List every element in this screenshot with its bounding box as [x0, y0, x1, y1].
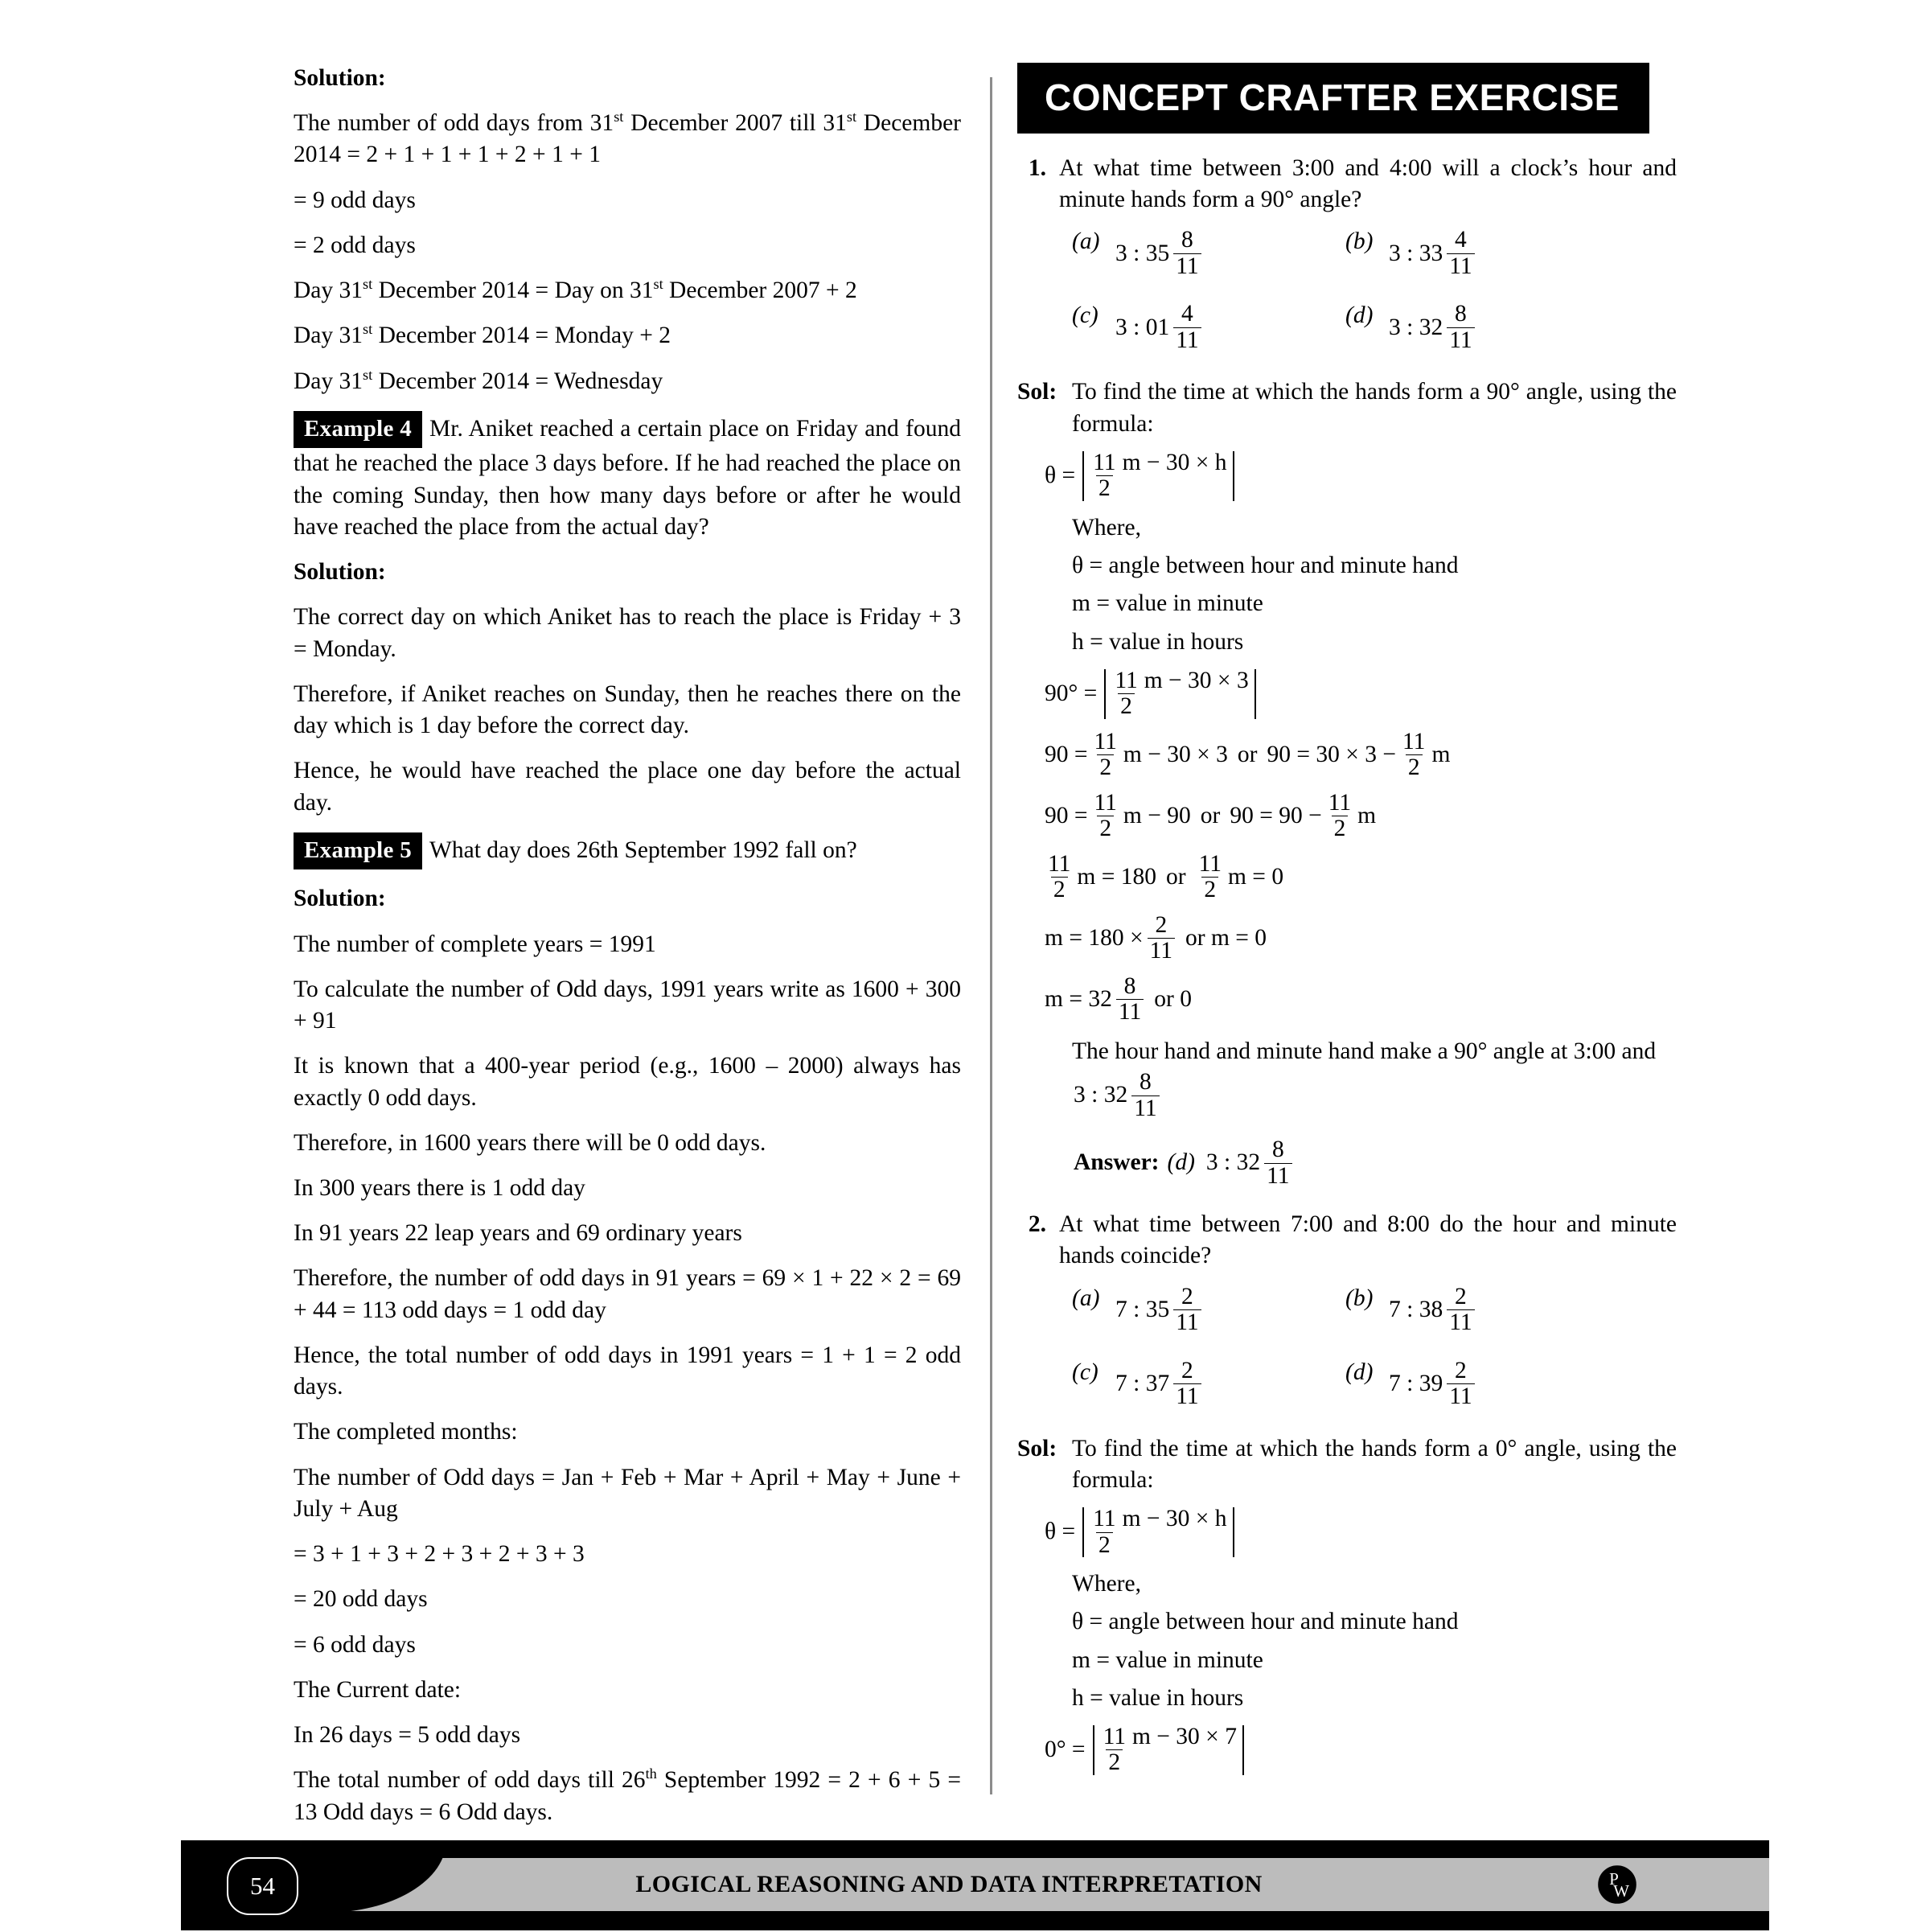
denominator: 2	[1051, 877, 1068, 902]
text-line: = 9 odd days	[294, 187, 416, 213]
option-a[interactable]	[1072, 228, 1345, 278]
denominator: 11	[1173, 1309, 1201, 1335]
abs-bar-right	[1242, 1725, 1244, 1775]
equation-line-5	[1043, 911, 1677, 964]
question-1-options	[1072, 228, 1677, 352]
eq-rest: m − 30 × 3	[1123, 742, 1228, 768]
eq-rest: m = 180	[1077, 864, 1156, 890]
question-1	[1017, 153, 1677, 216]
formula-lhs: θ =	[1045, 462, 1076, 489]
option-value	[1387, 228, 1477, 278]
numerator: 11	[1093, 449, 1116, 475]
eq-rhs-rest: m	[1431, 742, 1451, 768]
page-footer	[181, 1840, 1769, 1930]
eq-rhs-lhs: 90 = 30 × 3 −	[1267, 742, 1397, 768]
right-column	[1017, 63, 1677, 1786]
fraction	[1173, 1359, 1201, 1409]
or-word: or	[1166, 864, 1186, 890]
option-b[interactable]	[1345, 1285, 1619, 1335]
text-line: Hence, the total number of odd days in 1991 years = 1 + 1 = 2 odd days.	[294, 1342, 961, 1400]
numerator: 8	[1455, 301, 1467, 327]
option-d[interactable]	[1345, 302, 1619, 352]
numerator: 8	[1123, 972, 1136, 999]
text-line: Therefore, the number of odd days in 91 years = 69 × 1 + 22 × 2 = 69 + 44 = 113 odd days = 1 odd day	[294, 1265, 961, 1323]
example-badge: Example 4	[294, 411, 422, 449]
def-h: h = value in hours	[1072, 1684, 1244, 1711]
denominator: 2	[1332, 816, 1349, 841]
absolute-value	[1078, 1507, 1238, 1557]
fraction	[1045, 850, 1073, 903]
absolute-value	[1100, 669, 1259, 719]
denominator: 2	[1097, 754, 1114, 780]
eq-rhs: or 0	[1154, 986, 1192, 1013]
option-value	[1114, 302, 1204, 352]
or-word: or	[1237, 742, 1258, 768]
numerator: 2	[1455, 1283, 1467, 1309]
fraction	[1447, 1285, 1474, 1335]
text-line: The number of Odd days = Jan + Feb + Mar + April + May + June + July + Aug	[294, 1464, 961, 1522]
abs-bar-left	[1082, 1507, 1084, 1557]
question-text: At what time between 3:00 and 4:00 will a clock’s hour and minute hands form a 90° angle?	[1059, 155, 1677, 213]
page-number: 54	[227, 1857, 298, 1915]
def-theta: θ = angle between hour and minute hand	[1072, 553, 1459, 579]
example-5-paragraph	[294, 832, 961, 870]
text-line: In 91 years 22 leap years and 69 ordinary years	[294, 1220, 742, 1247]
fraction	[1131, 1071, 1159, 1120]
text-line: In 26 days = 5 odd days	[294, 1722, 521, 1749]
footer-title: LOGICAL REASONING AND DATA INTERPRETATION	[635, 1871, 1263, 1897]
eq-rhs-rest: m	[1357, 803, 1377, 829]
fraction	[1148, 911, 1175, 964]
answer-line	[1072, 1138, 1677, 1188]
fraction	[1116, 972, 1144, 1026]
svg-text:W: W	[1613, 1881, 1629, 1901]
fraction	[1400, 730, 1427, 780]
svg-text:P: P	[1609, 1869, 1619, 1889]
option-row	[1072, 302, 1677, 352]
eq-rest: m − 30 × 3	[1144, 667, 1249, 693]
conclusion-value	[1072, 1071, 1677, 1120]
formula-lhs: θ =	[1045, 1519, 1076, 1545]
abs-bar-left	[1104, 669, 1106, 719]
option-row	[1072, 228, 1677, 278]
eq-lhs: 0° =	[1045, 1737, 1086, 1763]
where-label: Where,	[1072, 514, 1141, 541]
numerator: 8	[1181, 227, 1193, 253]
eq-lhs: 90° =	[1045, 680, 1098, 707]
option-key: (d)	[1345, 1359, 1374, 1385]
text-line: In 300 years there is 1 odd day	[294, 1174, 585, 1201]
denominator: 11	[1447, 253, 1474, 279]
option-value	[1114, 1359, 1204, 1409]
option-key: (b)	[1345, 1285, 1374, 1311]
numerator: 4	[1181, 301, 1193, 327]
denominator: 11	[1173, 327, 1201, 353]
fraction	[1090, 451, 1118, 501]
solution-label: Solution:	[294, 886, 386, 912]
option-d[interactable]	[1345, 1359, 1619, 1409]
option-c[interactable]	[1072, 302, 1345, 352]
numerator: 2	[1181, 1283, 1193, 1309]
absolute-value	[1078, 451, 1238, 501]
text-line: The total number of odd days till 26th September 1992 = 2 + 6 + 5 = 13 Odd days = 6 Odd days.	[294, 1766, 961, 1825]
eq-lhs: 90 =	[1045, 803, 1088, 829]
fraction	[1197, 850, 1224, 903]
fraction	[1447, 1359, 1474, 1409]
equation-90-abs	[1043, 669, 1677, 719]
option-whole: 3 : 35	[1115, 240, 1170, 266]
answer-whole: 3 : 32	[1205, 1149, 1261, 1176]
sol-label: Sol:	[1017, 379, 1057, 405]
fraction	[1112, 669, 1140, 719]
abs-bar-right	[1233, 451, 1234, 501]
text-line: = 20 odd days	[294, 1586, 428, 1613]
text-line: Day 31st December 2014 = Day on 31st December 2007 + 2	[294, 276, 857, 304]
conclusion-text	[1072, 1036, 1677, 1067]
solution-2	[1017, 1433, 1677, 1496]
denominator: 2	[1097, 816, 1114, 841]
or-word: or	[1200, 803, 1221, 829]
fraction	[1264, 1138, 1291, 1188]
option-whole: 7 : 38	[1389, 1297, 1443, 1323]
pw-logo	[1592, 1860, 1642, 1909]
eq-lhs: m = 180 ×	[1045, 925, 1144, 952]
option-whole: 3 : 32	[1389, 314, 1443, 340]
option-a[interactable]	[1072, 1285, 1345, 1335]
concept-crafter-exercise-banner: CONCEPT CRAFTER EXERCISE	[1017, 63, 1649, 134]
text-line: Therefore, if Aniket reaches on Sunday, then he reaches there on the day which is 1 day before the correct day.	[294, 680, 961, 739]
fraction	[1173, 1285, 1201, 1335]
option-value	[1387, 302, 1477, 352]
fraction	[1173, 302, 1201, 352]
denominator: 11	[1173, 253, 1201, 279]
fraction	[1092, 791, 1119, 841]
numerator: 11	[1328, 789, 1352, 816]
denominator: 11	[1264, 1163, 1291, 1189]
fraction	[1326, 791, 1353, 841]
option-row	[1072, 1285, 1677, 1335]
sol-intro: To find the time at which the hands form a 90° angle, using the formula:	[1072, 379, 1677, 437]
denominator: 11	[1116, 999, 1144, 1025]
example-4-paragraph	[294, 411, 961, 543]
numerator: 11	[1048, 850, 1071, 877]
text-line: The correct day on which Aniket has to reach the place is Friday + 3 = Monday.	[294, 604, 961, 662]
option-value	[1114, 1285, 1204, 1335]
text-line: It is known that a 400-year period (e.g., 1600 – 2000) always has exactly 0 odd days.	[294, 1053, 961, 1111]
answer-label: Answer:	[1074, 1149, 1160, 1176]
numerator: 2	[1155, 911, 1168, 938]
option-value	[1387, 1285, 1477, 1335]
numerator: 2	[1181, 1357, 1193, 1383]
question-number: 1.	[1028, 155, 1046, 181]
denominator: 11	[1447, 327, 1474, 353]
equation-0-abs	[1043, 1725, 1677, 1775]
option-key: (c)	[1072, 302, 1098, 329]
text-line: The number of complete years = 1991	[294, 931, 656, 957]
fraction	[1092, 730, 1119, 780]
abs-bar-right	[1233, 1507, 1234, 1557]
fraction	[1447, 228, 1474, 278]
option-row	[1072, 1359, 1677, 1409]
option-key: (a)	[1072, 228, 1100, 255]
column-divider	[990, 77, 992, 1794]
left-column	[294, 63, 961, 1932]
eq-rest: m − 30 × 7	[1131, 1723, 1237, 1749]
numerator: 11	[1115, 667, 1138, 693]
text-line: Day 31st December 2014 = Monday + 2	[294, 321, 671, 349]
fraction	[1173, 228, 1201, 278]
def-m: m = value in minute	[1072, 1646, 1263, 1673]
numerator: 11	[1093, 1506, 1116, 1532]
formula-theta	[1043, 451, 1677, 501]
sol-intro: To find the time at which the hands form a 0° angle, using the formula:	[1072, 1435, 1677, 1493]
numerator: 4	[1455, 227, 1467, 253]
option-whole: 7 : 35	[1115, 1297, 1170, 1323]
eq-rhs-lhs: 90 = 90 −	[1230, 803, 1322, 829]
solution-label: Solution:	[294, 65, 386, 91]
denominator: 11	[1447, 1309, 1474, 1335]
text-line: = 3 + 1 + 3 + 2 + 3 + 2 + 3 + 3	[294, 1541, 585, 1568]
option-value	[1114, 228, 1204, 278]
option-value	[1387, 1359, 1477, 1409]
def-theta: θ = angle between hour and minute hand	[1072, 1609, 1459, 1635]
denominator: 2	[1118, 693, 1135, 719]
formula-rest: m − 30 × h	[1122, 449, 1227, 475]
denominator: 2	[1201, 877, 1218, 902]
text-line: The completed months:	[294, 1419, 518, 1445]
example-text: Mr. Aniket reached a certain place on Friday and found that he reached the place 3 days before. If he had reached the place on the coming Sunday, then how many days before or after he would have reached the place from the actual day?	[294, 415, 961, 540]
example-badge: Example 5	[294, 832, 422, 870]
question-number: 2.	[1028, 1211, 1046, 1238]
text-line: The number of odd days from 31st December 2007 till 31st December 2014 = 2 + 1 + 1 + 1 + 2 + 1 + 1	[294, 109, 962, 168]
numerator: 8	[1140, 1069, 1152, 1095]
sol-label: Sol:	[1017, 1435, 1057, 1461]
eq-lhs: 90 =	[1045, 742, 1088, 768]
denominator: 2	[1106, 1749, 1123, 1775]
fraction	[1090, 1507, 1118, 1557]
text-line: The Current date:	[294, 1676, 462, 1703]
fraction	[1447, 302, 1474, 352]
example-text: What day does 26th September 1992 fall on?	[429, 837, 857, 863]
fraction	[1101, 1725, 1128, 1775]
solution-label: Solution:	[294, 559, 386, 586]
question-2	[1017, 1209, 1677, 1272]
numerator: 11	[1402, 728, 1426, 754]
conclusion-sentence: The hour hand and minute hand make a 90° angle at 3:00 and	[1072, 1038, 1657, 1064]
abs-bar-left	[1082, 451, 1084, 501]
text-line: = 6 odd days	[294, 1631, 416, 1658]
eq-rest: m − 90	[1123, 803, 1191, 829]
denominator: 2	[1096, 475, 1113, 501]
numerator: 2	[1455, 1357, 1467, 1383]
equation-line-6	[1043, 972, 1677, 1026]
def-h: h = value in hours	[1072, 628, 1244, 655]
denominator: 11	[1447, 1383, 1474, 1409]
option-key: (a)	[1072, 1285, 1100, 1311]
eq-lhs: m = 32	[1045, 986, 1112, 1013]
formula-rest: m − 30 × h	[1122, 1506, 1227, 1532]
option-whole: 7 : 39	[1389, 1371, 1443, 1397]
answer-key: (d)	[1167, 1149, 1195, 1176]
formula-theta-2	[1043, 1507, 1677, 1557]
option-key: (c)	[1072, 1359, 1098, 1385]
question-text: At what time between 7:00 and 8:00 do the hour and minute hands coincide?	[1059, 1211, 1677, 1269]
option-key: (d)	[1345, 302, 1374, 329]
two-column-body	[294, 63, 1757, 1825]
text-line: To calculate the number of Odd days, 1991 years write as 1600 + 300 + 91	[294, 976, 961, 1034]
text-line: Therefore, in 1600 years there will be 0 odd days.	[294, 1129, 766, 1156]
denominator: 2	[1096, 1532, 1113, 1558]
pw-logo-icon	[1592, 1860, 1642, 1909]
eq-rhs: or m = 0	[1185, 925, 1267, 952]
numerator: 11	[1198, 850, 1222, 877]
abs-bar-right	[1254, 669, 1256, 719]
conclusion-whole: 3 : 32	[1074, 1082, 1128, 1108]
solution-1	[1017, 376, 1677, 439]
equation-line-3	[1043, 791, 1677, 841]
numerator: 8	[1271, 1137, 1284, 1163]
option-b[interactable]	[1345, 228, 1619, 278]
numerator: 11	[1103, 1723, 1126, 1749]
abs-bar-left	[1093, 1725, 1094, 1775]
option-c[interactable]	[1072, 1359, 1345, 1409]
option-whole: 3 : 33	[1389, 240, 1443, 266]
absolute-value	[1089, 1725, 1248, 1775]
denominator: 11	[1173, 1383, 1201, 1409]
denominator: 11	[1131, 1095, 1159, 1121]
text-line: Hence, he would have reached the place one day before the actual day.	[294, 758, 961, 816]
option-whole: 3 : 01	[1115, 314, 1170, 340]
text-line: = 2 odd days	[294, 232, 416, 258]
text-line: Day 31st December 2014 = Wednesday	[294, 366, 663, 394]
where-label: Where,	[1072, 1571, 1141, 1597]
numerator: 11	[1094, 789, 1117, 816]
denominator: 2	[1406, 754, 1423, 780]
option-key: (b)	[1345, 228, 1374, 255]
equation-line-4	[1043, 850, 1677, 903]
option-whole: 7 : 37	[1115, 1371, 1170, 1397]
equation-line-2	[1043, 730, 1677, 780]
denominator: 11	[1148, 938, 1175, 964]
def-m: m = value in minute	[1072, 590, 1263, 617]
question-2-options	[1072, 1285, 1677, 1409]
eq-rhs-rest: m = 0	[1227, 864, 1284, 890]
numerator: 11	[1094, 728, 1117, 754]
